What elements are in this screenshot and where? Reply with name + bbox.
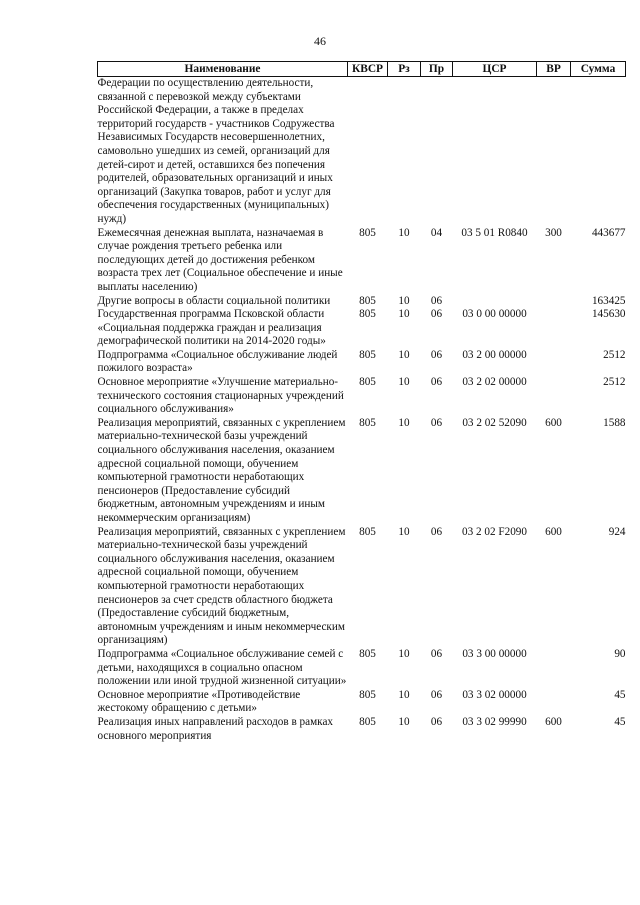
cell-name: Федерации по осуществлению деятельности, связанной с перевозкой между субъектами Российской Федерации, а также в пределах территорий государств - участников Содружества Независимых Государств несовершеннолетних, самовольно ушедших из семей, организаций для детей-сирот и детей, оставшихся без попечения родителей, образовательных организаций и иных организаций (Закупка товаров, работ и услуг для обеспечения государственных (муниципальных) нужд) bbox=[97, 77, 335, 225]
cell-kvsr: 805 bbox=[359, 376, 376, 389]
cell-name: Другие вопросы в области социальной политики bbox=[97, 294, 331, 307]
cell-pr: 04 bbox=[430, 226, 443, 239]
cell-vr bbox=[537, 376, 571, 417]
cell-rz: 10 bbox=[398, 308, 410, 321]
cell-pr: 06 bbox=[430, 647, 443, 660]
cell-name: Ежемесячная денежная выплата, назначаемая в случае рождения третьего ребенка или последующих детей до достижения ребенком возраста трех лет (Социальное обеспечение и иные выплаты населению) bbox=[97, 226, 343, 293]
cell-pr: 06 bbox=[430, 308, 443, 321]
cell-rz: 10 bbox=[398, 226, 410, 239]
cell-name: Реализация мероприятий, связанных с укреплением материально-технической базы учреждений социального обслуживания населения, оказанием адресной социальной помощи, обучением компьютерной грамотности неработающих пенсионеров за счет средств областного бюджета (Предоставление субсидий бюджетным, автономным учреждениям и иным некоммерческим организациям) bbox=[97, 525, 346, 647]
cell-kvsr: 805 bbox=[359, 715, 376, 728]
cell-name: Подпрограмма «Социальное обслуживание людей пожилого возраста» bbox=[97, 348, 338, 375]
cell-csr: 03 3 02 00000 bbox=[462, 688, 527, 701]
cell-name: Государственная программа Псковской области «Социальная поддержка граждан и реализация демографической политики на 2014-2020 годы» bbox=[97, 308, 326, 348]
cell-sum: 1588 bbox=[603, 416, 626, 429]
cell-rz: 10 bbox=[398, 715, 410, 728]
header-name: Наименование bbox=[98, 62, 348, 77]
cell-csr: 03 3 02 99990 bbox=[462, 715, 527, 728]
table-row bbox=[98, 349, 626, 376]
cell-kvsr: 805 bbox=[359, 294, 376, 307]
cell-name: Подпрограмма «Социальное обслуживание семей с детьми, находящихся в социально опасном положении или иной трудной жизненной ситуации» bbox=[97, 647, 347, 688]
cell-csr: 03 2 00 00000 bbox=[462, 348, 527, 361]
cell-pr: 06 bbox=[430, 688, 443, 701]
table-row bbox=[98, 227, 626, 295]
cell-kvsr: 805 bbox=[359, 647, 376, 660]
table-row bbox=[98, 295, 626, 309]
cell-vr: 600 bbox=[545, 416, 562, 429]
cell-name: Основное мероприятие «Противодействие жестокому обращению с детьми» bbox=[97, 688, 301, 715]
table-row bbox=[98, 308, 626, 349]
cell-pr: 06 bbox=[430, 376, 443, 389]
cell-name: Реализация мероприятий, связанных с укреплением материально-технической базы учреждений социального обслуживания населения, оказанием адресной социальной помощи, обучением компьютерной грамотности неработающих пенсионеров (Предоставление субсидий бюджетным, автономным учреждениям и иным некоммерческим организациям) bbox=[97, 416, 346, 524]
table-row bbox=[98, 716, 626, 743]
cell-rz bbox=[388, 77, 421, 227]
cell-csr: 03 2 02 00000 bbox=[462, 376, 527, 389]
table-row bbox=[98, 417, 626, 526]
table-row bbox=[98, 648, 626, 689]
table-row bbox=[98, 689, 626, 716]
cell-name: Основное мероприятие «Улучшение материально-технического состояния стационарных учреждений социального обслуживания» bbox=[97, 376, 344, 416]
header-csr: ЦСР bbox=[453, 62, 537, 77]
cell-pr: 06 bbox=[430, 715, 443, 728]
cell-kvsr: 805 bbox=[359, 308, 376, 321]
cell-kvsr: 805 bbox=[359, 226, 376, 239]
header-sum: Сумма bbox=[571, 62, 626, 77]
table-header-row bbox=[98, 62, 626, 77]
cell-csr: 03 0 00 00000 bbox=[462, 308, 527, 321]
cell-sum: 163425 bbox=[591, 294, 626, 307]
cell-sum: 45 bbox=[614, 715, 626, 728]
cell-vr bbox=[537, 349, 571, 376]
cell-vr bbox=[537, 77, 571, 227]
table-row bbox=[98, 77, 626, 227]
cell-vr: 600 bbox=[545, 525, 562, 538]
cell-rz: 10 bbox=[398, 348, 410, 361]
header-kvsr: КВСР bbox=[348, 62, 388, 77]
cell-pr: 06 bbox=[430, 294, 443, 307]
cell-vr bbox=[537, 648, 571, 689]
cell-kvsr: 805 bbox=[359, 416, 376, 429]
cell-sum: 443677 bbox=[591, 226, 626, 239]
cell-csr: 03 2 02 52090 bbox=[462, 416, 527, 429]
cell-vr: 300 bbox=[545, 226, 562, 239]
cell-kvsr bbox=[348, 77, 388, 227]
cell-csr bbox=[453, 77, 537, 227]
cell-sum: 145630 bbox=[591, 308, 626, 321]
cell-rz: 10 bbox=[398, 525, 410, 538]
cell-pr: 06 bbox=[430, 348, 443, 361]
cell-pr: 06 bbox=[430, 416, 443, 429]
cell-csr bbox=[453, 295, 537, 309]
cell-rz: 10 bbox=[398, 647, 410, 660]
cell-sum: 45 bbox=[614, 688, 626, 701]
cell-vr bbox=[537, 689, 571, 716]
cell-kvsr: 805 bbox=[359, 348, 376, 361]
cell-rz: 10 bbox=[398, 416, 410, 429]
cell-pr: 06 bbox=[430, 525, 443, 538]
cell-name: Реализация иных направлений расходов в рамках основного мероприятия bbox=[97, 715, 334, 742]
header-rz: Рз bbox=[388, 62, 421, 77]
table-row bbox=[98, 526, 626, 648]
table-row bbox=[98, 376, 626, 417]
header-pr: Пр bbox=[421, 62, 453, 77]
cell-kvsr: 805 bbox=[359, 525, 376, 538]
cell-sum: 924 bbox=[608, 525, 626, 538]
cell-sum: 2512 bbox=[603, 376, 626, 389]
cell-sum: 2512 bbox=[603, 348, 626, 361]
budget-table bbox=[97, 61, 626, 743]
cell-sum: 90 bbox=[614, 647, 626, 660]
cell-vr bbox=[537, 308, 571, 349]
cell-kvsr: 805 bbox=[359, 688, 376, 701]
cell-rz: 10 bbox=[398, 688, 410, 701]
cell-rz: 10 bbox=[398, 376, 410, 389]
cell-pr bbox=[421, 77, 453, 227]
cell-rz: 10 bbox=[398, 294, 410, 307]
cell-sum bbox=[571, 77, 626, 227]
cell-csr: 03 2 02 F2090 bbox=[462, 525, 527, 538]
cell-csr: 03 5 01 R0840 bbox=[461, 226, 528, 239]
cell-vr: 600 bbox=[545, 715, 562, 728]
header-vr: ВР bbox=[537, 62, 571, 77]
page-number: 46 bbox=[314, 34, 326, 48]
cell-vr bbox=[537, 295, 571, 309]
cell-csr: 03 3 00 00000 bbox=[462, 647, 527, 660]
